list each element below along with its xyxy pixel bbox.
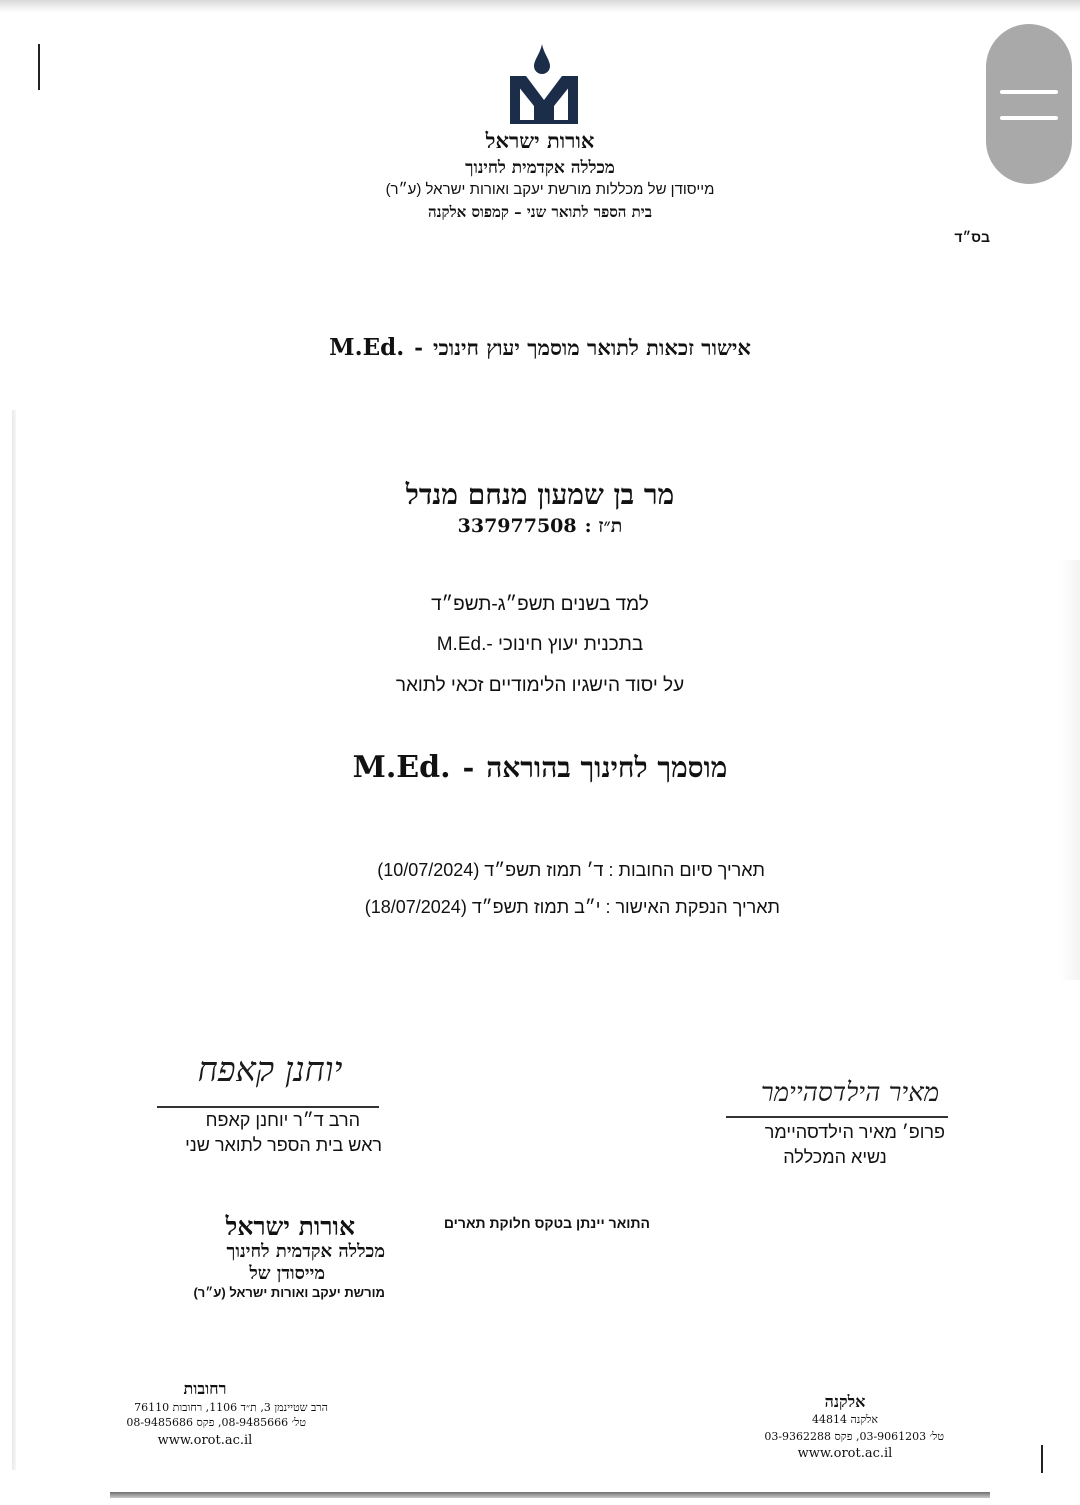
- certificate-title: [200, 334, 880, 368]
- degree: [250, 750, 830, 794]
- ceremony-note: התואר יינתן בטקס חלוקת תארים: [443, 1215, 650, 1231]
- degree-dash: -: [462, 751, 475, 784]
- studied-years: למד בשנים תשפ״ג-תשפ״ד: [431, 594, 649, 615]
- bsd-mark: בס״ד: [954, 229, 990, 245]
- scan-mark: [1041, 1445, 1043, 1473]
- signature-line: [157, 1106, 379, 1108]
- elkana-city: אלקנה: [824, 1392, 866, 1411]
- issue-date: תאריך הנפקת האישור : י״ב תמוז תשפ״ד (18/07/2024): [364, 897, 780, 917]
- founded-line: מייסודן של מכללות מורשת יעקב ואורות ישראל (ע״ר): [385, 181, 715, 198]
- scan-mark: [38, 44, 40, 90]
- elkana-website-link[interactable]: www.orot.ac.il: [797, 1446, 893, 1461]
- rehovot-website-link[interactable]: www.orot.ac.il: [157, 1433, 253, 1448]
- left-signature: יוחנן קאפח: [197, 1050, 343, 1090]
- id-number: 337977508: [457, 515, 577, 537]
- right-signer-role: נשיא המכללה: [783, 1147, 887, 1167]
- menu-button[interactable]: [986, 24, 1072, 184]
- basis-line: על יסוד הישגיו הלימודיים זכאי לתואר: [395, 675, 685, 696]
- student-name: מר בן שמעון מנחם מנדל: [405, 478, 675, 511]
- hamburger-menu-icon: [1000, 90, 1058, 94]
- top-shade: [0, 0, 1080, 12]
- title-he: אישור זכאות לתואר מוסמך יעוץ חינוכי: [432, 335, 751, 360]
- completion-date: תאריך סיום החובות : ד׳ תמוז תשפ״ד (10/07/2024): [377, 860, 765, 880]
- degree-he: מוסמך לחינוך בהוראה: [486, 751, 728, 784]
- scan-edge: [12, 410, 16, 1470]
- stamp-college: מכללה אקדמית לחינוך: [226, 1241, 385, 1262]
- elkana-phone: טל׳ 03-9061203, פקס 03-9362288: [764, 1430, 944, 1443]
- elkana-zip: אלקנה 44814: [811, 1413, 879, 1426]
- stamp-founded: מייסודן של: [249, 1263, 325, 1284]
- scan-edge: [1060, 560, 1080, 980]
- hamburger-menu-icon: [1000, 116, 1058, 120]
- school-line: בית הספר לתואר שני – קמפוס אלקנה: [428, 203, 652, 221]
- right-signer-name: פרופ׳ מאיר הילדסהיימר: [764, 1122, 945, 1142]
- college-name: מכללה אקדמית לחינוך: [465, 158, 615, 178]
- id-label: ת״ז :: [584, 515, 623, 537]
- rehovot-phone: טל׳ 08-9485666, פקס 08-9485686: [126, 1416, 306, 1429]
- left-signer-name: הרב ד״ר יוחנן קאפח: [205, 1110, 360, 1130]
- stamp-orgs: מורשת יעקב ואורות ישראל (ע״ר): [193, 1285, 385, 1300]
- orot-logo-icon: [504, 44, 584, 126]
- student-id: [420, 515, 660, 543]
- signature-line: [726, 1116, 948, 1118]
- logo-name: אורות ישראל: [485, 128, 595, 153]
- right-signature: מאיר הילדסהיימר: [760, 1078, 940, 1108]
- degree-en: M.Ed.: [352, 750, 451, 785]
- rehovot-city: רחובות: [183, 1379, 227, 1398]
- stamp-title: אורות ישראל: [225, 1212, 355, 1241]
- left-signer-role: ראש בית הספר לתואר שני: [185, 1135, 382, 1155]
- title-dash: -: [414, 335, 423, 360]
- program-line: בתכנית יעוץ חינוכי -.M.Ed: [436, 634, 644, 655]
- scan-bottom-edge: [110, 1492, 990, 1498]
- title-en: M.Ed.: [329, 334, 405, 361]
- rehovot-address: הרב שטיינמן 3, ת״ד 1106, רחובות 76110: [134, 1401, 328, 1414]
